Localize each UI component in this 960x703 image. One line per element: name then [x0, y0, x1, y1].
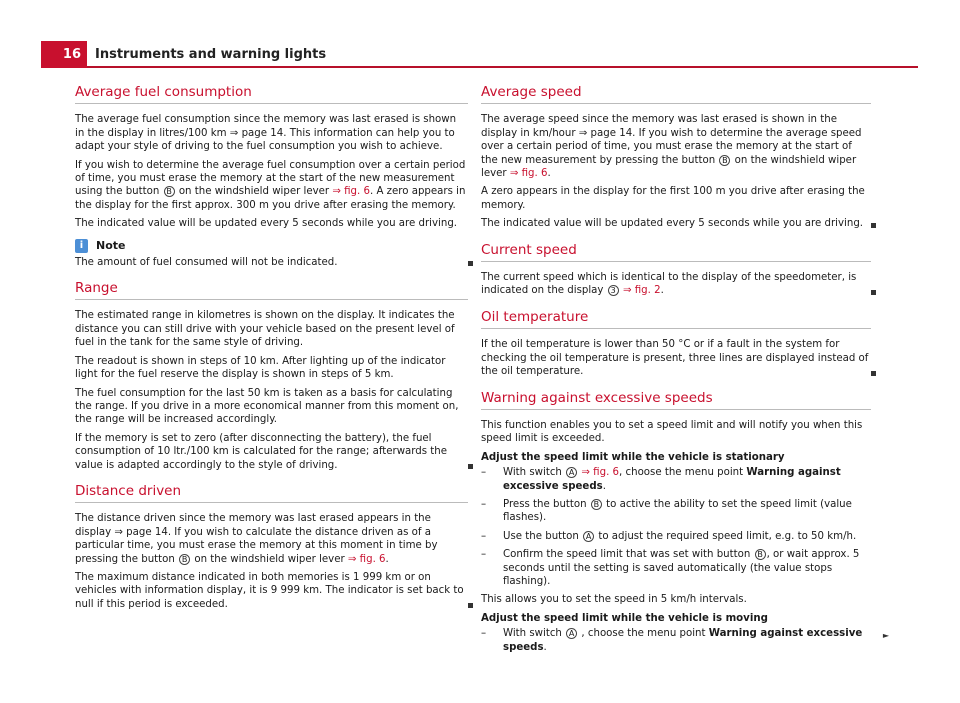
section-title: Oil temperature	[481, 311, 871, 329]
paragraph: The indicated value will be updated every 5 seconds while you are driving.	[75, 218, 458, 230]
text: .	[543, 641, 547, 653]
section-current-speed	[481, 241, 871, 298]
dash: –	[481, 498, 487, 510]
section-average-speed	[481, 86, 871, 231]
info-icon: i	[75, 239, 88, 253]
text: on the windshield wiper lever	[178, 186, 330, 198]
text: .	[385, 553, 389, 565]
right-column	[481, 84, 889, 667]
button-b-symbol: B	[164, 186, 175, 197]
text: to adjust the required speed limit, e.g. to 50 km/h.	[598, 530, 857, 542]
section-title: Current speed	[481, 244, 871, 262]
paragraph: The indicated value will be updated every 5 seconds while you are driving.	[481, 217, 871, 230]
text: . A zero appears in the display for the first approx. 300 m you drive after erasing the memory.	[75, 186, 466, 211]
section-distance-driven	[75, 482, 468, 611]
step-item	[481, 530, 871, 543]
menu-point: Warning against excessive speeds	[503, 467, 841, 492]
text: to active the ability to set the speed limit (value flashes).	[503, 498, 852, 524]
text: .	[660, 285, 664, 297]
dash: –	[481, 628, 487, 640]
button-a-symbol: A	[583, 531, 594, 542]
paragraph: If the memory is set to zero (after disconnecting the battery), the fuel consumption of 10 ltr./100 km is calculated for the range; afterwards the value is adapted accordingly to the style of driving.	[75, 432, 468, 472]
fig-link[interactable]: ⇒ fig. 2	[622, 285, 661, 297]
step-text	[503, 466, 871, 493]
text: on the windshield wiper lever	[481, 154, 857, 180]
page-number: 16	[41, 41, 87, 68]
left-column	[75, 86, 468, 624]
paragraph: The estimated range in kilometres is shown on the display. It indicates the distance you can still drive with your vehicle based on the present level of fuel in the tank for the same style of driving.	[75, 310, 455, 349]
subheading: Adjust the speed limit while the vehicle is moving	[481, 612, 768, 624]
button-b-symbol: B	[719, 155, 730, 166]
step-item	[481, 466, 871, 493]
section-oil-temperature	[481, 308, 871, 379]
text: With switch	[503, 467, 562, 479]
text: , choose the menu point	[619, 467, 744, 479]
text: Confirm the speed limit that was set with button	[503, 549, 751, 561]
paragraph: If the oil temperature is lower than 50 °C or if a fault in the system for checking the oil temperature is present, three lines are displayed instead of the oil temperature.	[481, 338, 871, 378]
text: With switch	[503, 628, 562, 640]
text: If you wish to determine the average fuel consumption over a certain period of time, you must erase the memory at the start of the new measurement using the button	[75, 159, 466, 198]
step-text	[503, 498, 871, 525]
section-title: Range	[75, 282, 468, 300]
paragraph: The average fuel consumption since the memory was last erased is shown in the display in litres/100 km ⇒ page 14. This information can help you to adapt your style of driving to the fuel consumption you wish to achieve.	[75, 114, 457, 153]
step-text	[503, 530, 871, 543]
text: .	[547, 168, 551, 180]
step-text	[503, 548, 871, 588]
paragraph: This allows you to set the speed in 5 km/h intervals.	[481, 594, 747, 606]
button-b-symbol: B	[591, 499, 602, 510]
step-item	[481, 548, 871, 588]
display-3-symbol: 3	[608, 285, 619, 296]
text: The current speed which is identical to the display of the speedometer, is indicated on the display	[481, 272, 857, 297]
section-title: Average fuel consumption	[75, 86, 468, 104]
header-rule	[87, 66, 918, 68]
paragraph	[481, 271, 871, 298]
fig-link[interactable]: ⇒ fig. 6	[509, 168, 548, 180]
button-b-symbol: B	[755, 549, 766, 560]
step-text	[503, 627, 871, 654]
section-title: Warning against excessive speeds	[481, 392, 871, 410]
paragraph	[481, 113, 871, 180]
paragraph	[75, 159, 468, 213]
text: The distance driven since the memory was last erased appears in the display ⇒ page 14. If you wish to calculate the distance driven as of a particular time, you must erase the memory at this moment in time by pressing the button	[75, 513, 438, 565]
chapter-title: Instruments and warning lights	[95, 47, 327, 62]
switch-a-symbol: A	[566, 628, 577, 639]
note-text: The amount of fuel consumed will not be indicated.	[75, 256, 468, 269]
text: , choose the menu point	[581, 628, 706, 640]
button-b-symbol: B	[179, 554, 190, 565]
text: , or wait approx. 5 seconds until the setting is saved automatically (the value stops flashing).	[503, 549, 860, 587]
note-header	[75, 239, 468, 253]
page-header	[0, 0, 960, 70]
dash: –	[481, 467, 487, 479]
note-title: Note	[96, 238, 126, 252]
dash: –	[481, 549, 487, 561]
text: The average speed since the memory was last erased is shown in the display in km/hour ⇒ page 14. If you wish to determine the average speed over a certain period of time, you must erase the memory at the start of the new measurement by pressing the button	[481, 114, 862, 166]
fig-link[interactable]: ⇒ fig. 6	[581, 467, 620, 479]
section-title: Distance driven	[75, 485, 468, 503]
section-average-fuel	[75, 86, 468, 269]
paragraph: The readout is shown in steps of 10 km. After lighting up of the indicator light for the fuel reserve the display is shown in steps of 5 km.	[75, 355, 446, 381]
text: .	[602, 480, 606, 492]
section-range	[75, 282, 468, 472]
step-item	[481, 627, 889, 654]
dash: –	[481, 530, 487, 542]
text: Press the button	[503, 498, 587, 510]
continue-arrow-icon: ►	[882, 631, 889, 641]
section-title: Average speed	[481, 86, 871, 104]
subheading: Adjust the speed limit while the vehicle is stationary	[481, 451, 785, 463]
section-warning-speeds	[481, 389, 889, 655]
text: on the windshield wiper lever	[194, 553, 345, 565]
switch-a-symbol: A	[566, 467, 577, 478]
paragraph: This function enables you to set a speed limit and will notify you when this speed limit is exceeded.	[481, 419, 863, 445]
paragraph	[75, 512, 468, 566]
fig-link[interactable]: ⇒ fig. 6	[332, 186, 370, 198]
menu-point: Warning against excessive speeds	[503, 628, 863, 653]
paragraph: The maximum distance indicated in both memories is 1 999 km or on vehicles with information display, it is 9 999 km. The indicator is set back to null if this period is exceeded.	[75, 571, 468, 611]
fig-link[interactable]: ⇒ fig. 6	[347, 553, 386, 565]
paragraph: A zero appears in the display for the first 100 m you drive after erasing the memory.	[481, 186, 865, 211]
step-item	[481, 498, 871, 525]
paragraph: The fuel consumption for the last 50 km is taken as a basis for calculating the range. If you drive in a more economical manner from this moment on, the range will be increased accordingly.	[75, 387, 459, 426]
text: Use the button	[503, 530, 579, 542]
